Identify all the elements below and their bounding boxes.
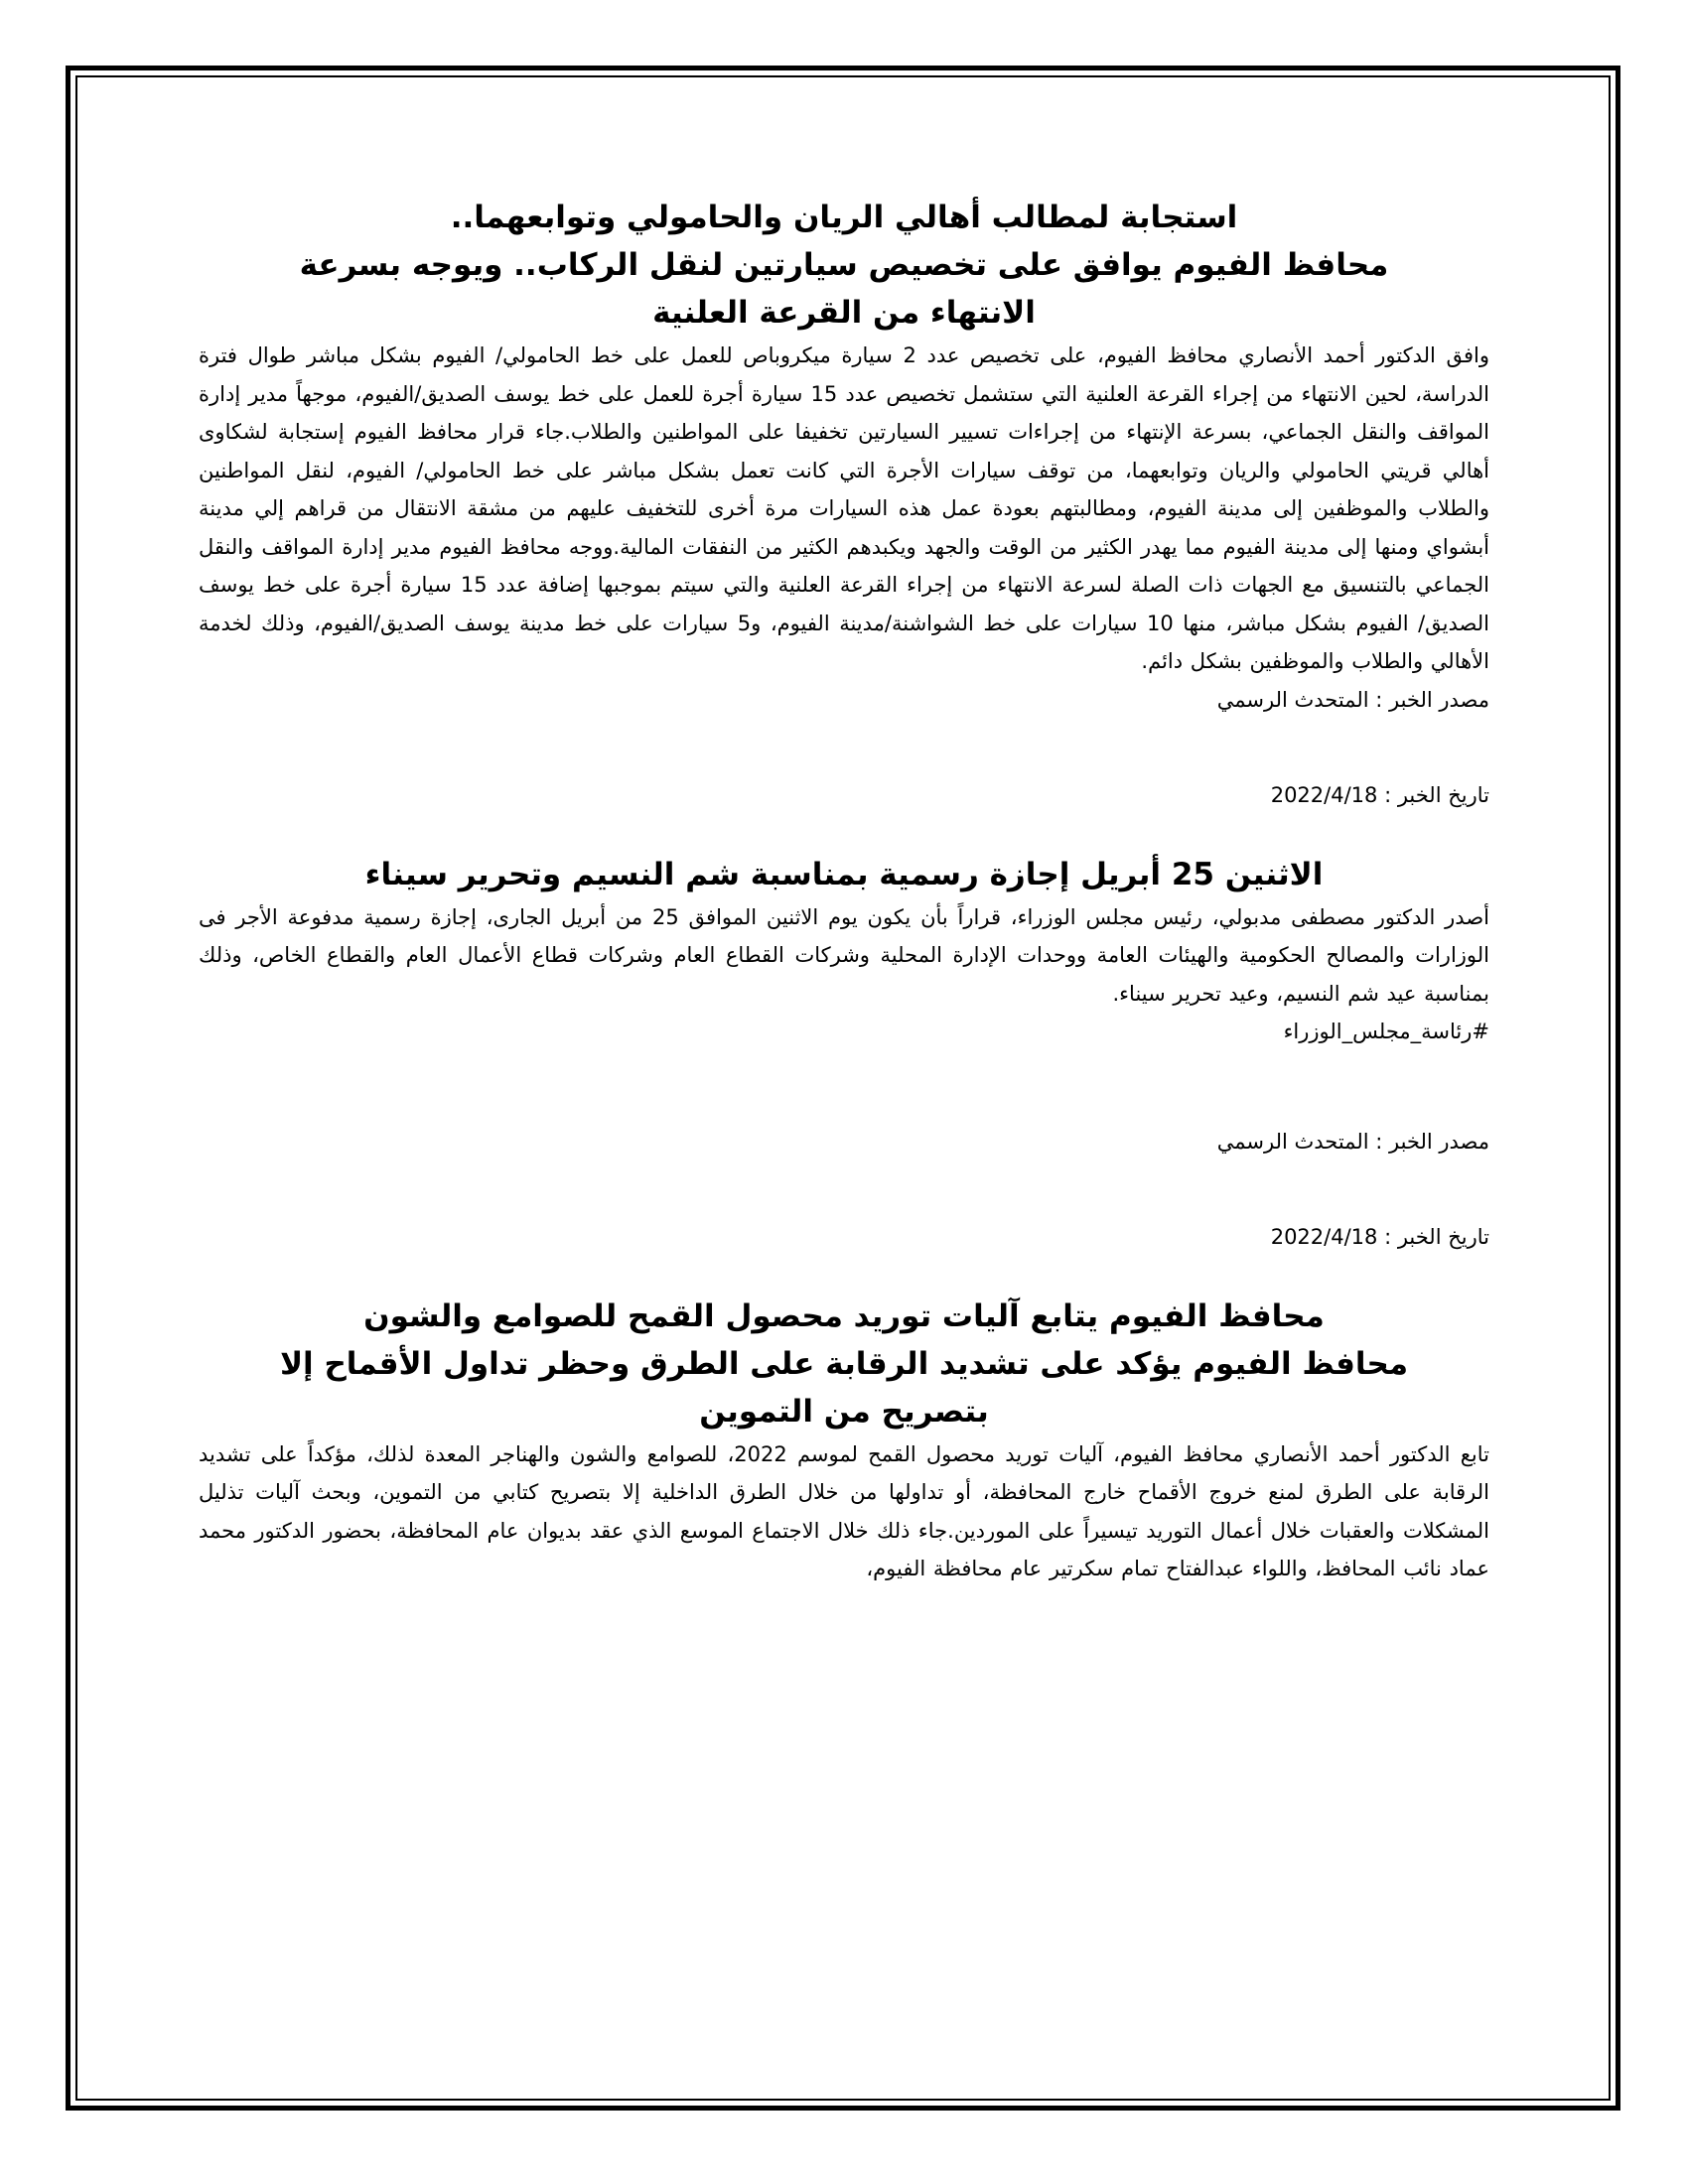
article-3-headline-line-1: محافظ الفيوم يتابع آليات توريد محصول القمح للصوامع والشون [363, 1297, 1325, 1334]
article-1-body: وافق الدكتور أحمد الأنصاري محافظ الفيوم، على تخصيص عدد 2 سيارة ميكروباص للعمل على خط الحامولي/ الفيوم بشكل مباشر طوال فترة الدراسة، لحين الانتهاء من إجراء القرعة العلنية التي ستشمل تخصيص عدد 15 سيارة أجرة للعمل على خط يوسف الصديق/الفيوم، موجهاً مدير إدارة المواقف والنقل الجماعي، بسرعة الإنتهاء من إجراءات تسيير السيارتين تخفيفا على المواطنين والطلاب.جاء قرار محافظ الفيوم إستجابة لشكاوى أهالي قريتي الحامولي والريان وتوابعهما، من توقف سيارات الأجرة التي كانت تعمل بشكل مباشر على خط الحامولي/ الفيوم، لنقل المواطنين والطلاب والموظفين إلى مدينة الفيوم، ومطالبتهم بعودة عمل هذه السيارات مرة أخرى للتخفيف عليهم من مشقة الانتقال من قراهم إلي مدينة أبشواي ومنها إلى مدينة الفيوم مما يهدر الكثير من الوقت والجهد ويكبدهم الكثير من النفقات المالية.ووجه محافظ الفيوم مدير إدارة المواقف والنقل الجماعي بالتنسيق مع الجهات ذات الصلة لسرعة الانتهاء من إجراء القرعة العلنية والتي سيتم بموجبها إضافة عدد 15 سيارة أجرة على خط يوسف الصديق/ الفيوم بشكل مباشر، منها 10 سيارات على خط الشواشنة/مدينة الفيوم، و5 سيارات على خط مدينة يوسف الصديق/الفيوم، وذلك لخدمة الأهالي والطلاب والموظفين بشكل دائم. [199, 343, 1489, 673]
news-article-3 [199, 1293, 1489, 1588]
document-content [199, 194, 1489, 1588]
article-2-headline [199, 851, 1489, 898]
article-1-headline [199, 194, 1489, 337]
article-3-body: تابع الدكتور أحمد الأنصاري محافظ الفيوم، آليات توريد محصول القمح لموسم 2022، للصوامع والشون والهناجر المعدة لذلك، مؤكداً على تشديد الرقابة على الطرق لمنع خروج الأقماح خارج المحافظة، أو تداولها من خلال الطرق الداخلية إلا بتصريح كتابي من التموين، وبحث آليات تذليل المشكلات والعقبات خلال أعمال التوريد تيسيراً على الموردين.جاء ذلك خلال الاجتماع الموسع الذي عقد بديوان عام المحافظة، بحضور الدكتور محمد عماد نائب المحافظ، واللواء عبدالفتاح تمام سكرتير عام محافظة الفيوم، [199, 1441, 1489, 1580]
spacer [199, 815, 1489, 851]
spacer [199, 1257, 1489, 1293]
spacer [199, 719, 1489, 776]
article-3-headline-line-2: محافظ الفيوم يؤكد على تشديد الرقابة على الطرق وحظر تداول الأقماح إلا [279, 1345, 1409, 1382]
article-1-headline-line-2: محافظ الفيوم يوافق على تخصيص سيارتين لنقل الركاب.. ويوجه بسرعة [299, 247, 1389, 283]
article-1-headline-line-1: استجابة لمطالب أهالي الريان والحامولي وتوابعهما.. [450, 200, 1238, 235]
article-3-headline [199, 1293, 1489, 1435]
spacer [199, 1160, 1489, 1218]
news-article-2 [199, 851, 1489, 1257]
article-1-headline-line-3: الانتهاء من القرعة العلنية [652, 295, 1036, 331]
spacer [199, 1051, 1489, 1123]
article-3-headline-line-3: بتصريح من التموين [699, 1393, 989, 1430]
article-1-source: مصدر الخبر : المتحدث الرسمي [1216, 687, 1489, 712]
article-2-hashtag: #رئاسة_مجلس_الوزراء [1283, 1020, 1489, 1043]
article-1-date: تاريخ الخبر : 2022/4/18 [1270, 783, 1489, 807]
article-2-date: تاريخ الخبر : 2022/4/18 [1270, 1225, 1489, 1249]
article-2-body: أصدر الدكتور مصطفى مدبولي، رئيس مجلس الوزراء، قراراً بأن يكون يوم الاثنين الموافق 25 من أبريل الجارى، إجازة رسمية مدفوعة الأجر فى الوزارات والمصالح الحكومية والهيئات العامة ووحدات الإدارة المحلية وشركات القطاع العام وشركات قطاع الأعمال العام والقطاع الخاص، وذلك بمناسبة عيد شم النسيم، وعيد تحرير سيناء. [199, 904, 1489, 1006]
news-article-1 [199, 194, 1489, 815]
article-2-headline-line-1: الاثنين 25 أبريل إجازة رسمية بمناسبة شم النسيم وتحرير سيناء [364, 856, 1324, 892]
article-2-source: مصدر الخبر : المتحدث الرسمي [1216, 1129, 1489, 1154]
